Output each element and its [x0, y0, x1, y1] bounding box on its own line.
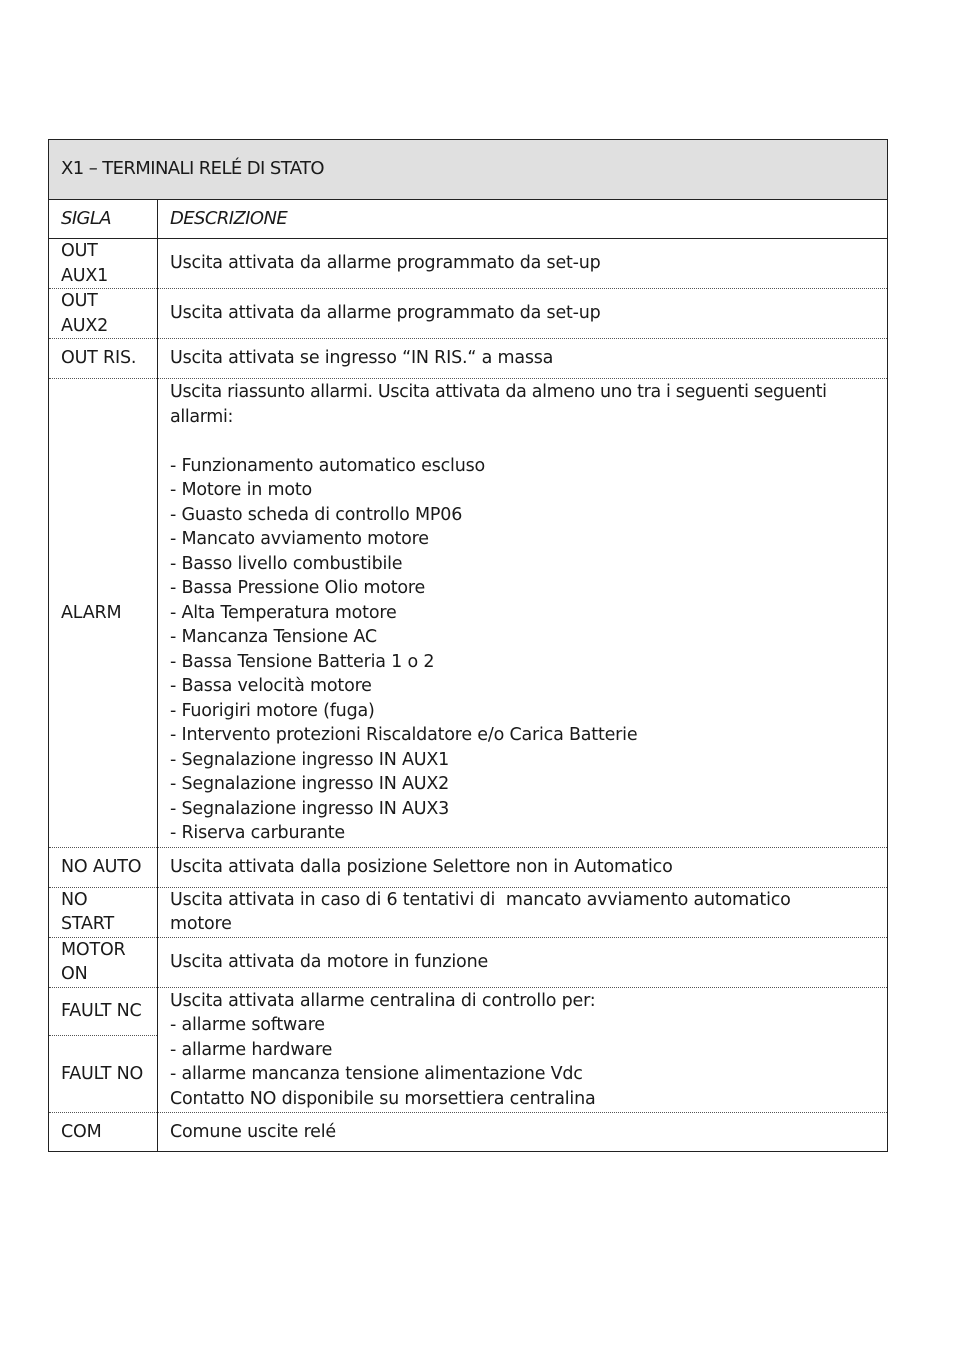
row-description: Uscita attivata da allarme programmato da set-up [158, 289, 888, 339]
row-code: NO START [49, 887, 158, 937]
table-header-row [49, 200, 888, 239]
alarm-item: - Mancanza Tensione AC [170, 627, 377, 647]
fault-line: Uscita attivata allarme centralina di controllo per: [170, 990, 596, 1011]
alarm-item: - Riserva carburante [170, 823, 345, 843]
row-description: Uscita attivata in caso di 6 tentativi di mancato avviamento automatico motore [158, 887, 888, 937]
table-row [49, 847, 888, 887]
table-row [49, 937, 888, 987]
alarm-item: - Segnalazione ingresso IN AUX2 [170, 774, 450, 794]
row-code: OUT RIS. [49, 339, 158, 379]
row-description: Uscita attivata dalla posizione Selettore non in Automatico [158, 847, 888, 887]
row-description: Uscita attivata se ingresso “IN RIS.“ a massa [158, 339, 888, 379]
row-code: FAULT NO [49, 1035, 158, 1112]
alarm-item: - Bassa Pressione Olio motore [170, 578, 426, 598]
table-title: X1 – TERMINALI RELÉ DI STATO [49, 140, 888, 200]
fault-line: - allarme mancanza tensione alimentazione Vdc [170, 1064, 583, 1084]
fault-description [158, 987, 888, 1113]
header-description: DESCRIZIONE [158, 200, 888, 239]
table-row [49, 339, 888, 379]
table-row-fault-nc [49, 987, 888, 1035]
alarm-item: - Segnalazione ingresso IN AUX3 [170, 798, 450, 819]
alarm-item: - Funzionamento automatico escluso [170, 455, 486, 476]
alarm-item: - Alta Temperatura motore [170, 602, 397, 623]
alarm-item: - Bassa velocità motore [170, 676, 372, 696]
row-code: NO AUTO [49, 847, 158, 887]
row-description: Comune uscite relé [158, 1113, 888, 1152]
row-description: Uscita attivata da motore in funzione [158, 937, 888, 987]
table-row [49, 887, 888, 937]
row-code: COM [49, 1113, 158, 1152]
alarm-description [158, 379, 888, 848]
alarm-item: - Intervento protezioni Riscaldatore e/o Carica Batterie [170, 725, 638, 745]
row-code: FAULT NC [49, 987, 158, 1035]
fault-line: - allarme software [170, 1015, 325, 1035]
relay-terminals-table [48, 139, 888, 1152]
table-row [49, 289, 888, 339]
row-code: MOTOR ON [49, 937, 158, 987]
fault-line: - allarme hardware [170, 1039, 333, 1060]
row-code: OUT AUX2 [49, 289, 158, 339]
header-code: SIGLA [49, 200, 158, 239]
table-row [49, 239, 888, 289]
alarm-intro: Uscita riassunto allarmi. Uscita attivata da almeno uno tra i seguenti seguenti allarmi: [170, 382, 827, 427]
alarm-item: - Basso livello combustibile [170, 553, 403, 574]
alarm-item: - Mancato avviamento motore [170, 529, 429, 549]
table-row-alarm [49, 379, 888, 848]
fault-line: Contatto NO disponibile su morsettiera centralina [170, 1088, 596, 1109]
alarm-item: - Fuorigiri motore (fuga) [170, 700, 375, 721]
alarm-item: - Bassa Tensione Batteria 1 o 2 [170, 651, 435, 672]
alarm-item: - Segnalazione ingresso IN AUX1 [170, 749, 450, 770]
alarm-item: - Motore in moto [170, 480, 313, 500]
row-description: Uscita attivata da allarme programmato da set-up [158, 239, 888, 289]
row-code: ALARM [49, 379, 158, 848]
alarm-item: - Guasto scheda di controllo MP06 [170, 504, 463, 525]
row-code: OUT AUX1 [49, 239, 158, 289]
table-row [49, 1113, 888, 1152]
